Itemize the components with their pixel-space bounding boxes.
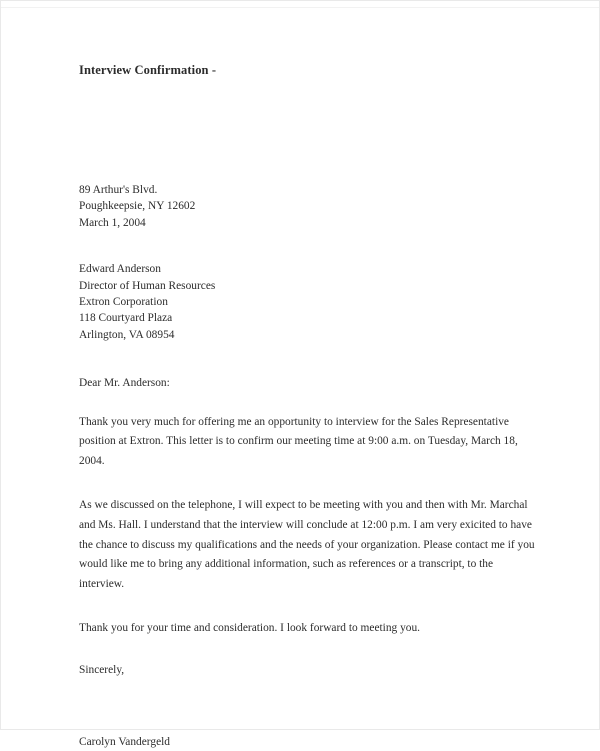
signature-name: Carolyn Vandergeld: [79, 736, 171, 749]
recipient-company: Extron Corporation: [79, 296, 168, 309]
recipient-street: 118 Courtyard Plaza: [79, 312, 173, 325]
sender-date-line: March 1, 2004: [79, 216, 146, 229]
body-paragraph-3: Thank you for your time and consideration. I look forward to meeting you.: [79, 622, 421, 635]
page-title: Interview Confirmation -: [79, 63, 217, 77]
letter-body: [79, 1, 541, 751]
sender-address-block: [79, 182, 541, 231]
body-paragraph-2: As we discussed on the telephone, I will expect to be meeting with you and then with Mr. Marchal and Ms. Hall. I understand that the interview will conclude at 12:00 p.m. I am very exicited to have the chance to discuss my qualifications and the needs of your organization. Please contact me if you would like me to bring any additional information, such as references or a transcript, to the interview.: [79, 499, 535, 590]
recipient-title: Director of Human Resources: [79, 279, 216, 292]
recipient-city-state-zip: Arlington, VA 08954: [79, 328, 175, 341]
sender-address-line: 89 Arthur's Blvd.: [79, 184, 158, 196]
body-paragraph-1: Thank you very much for offering me an opportunity to interview for the Sales Representative position at Extron. This letter is to confirm our meeting time at 9:00 a.m. on Tuesday, March 18, 2004.: [79, 415, 518, 467]
recipient-name: Edward Anderson: [79, 263, 161, 276]
recipient-address-block: [79, 261, 541, 343]
closing-salutation: Sincerely,: [79, 664, 125, 676]
sender-address-line: Poughkeepsie, NY 12602: [79, 200, 196, 213]
salutation: Dear Mr. Anderson:: [79, 377, 170, 390]
